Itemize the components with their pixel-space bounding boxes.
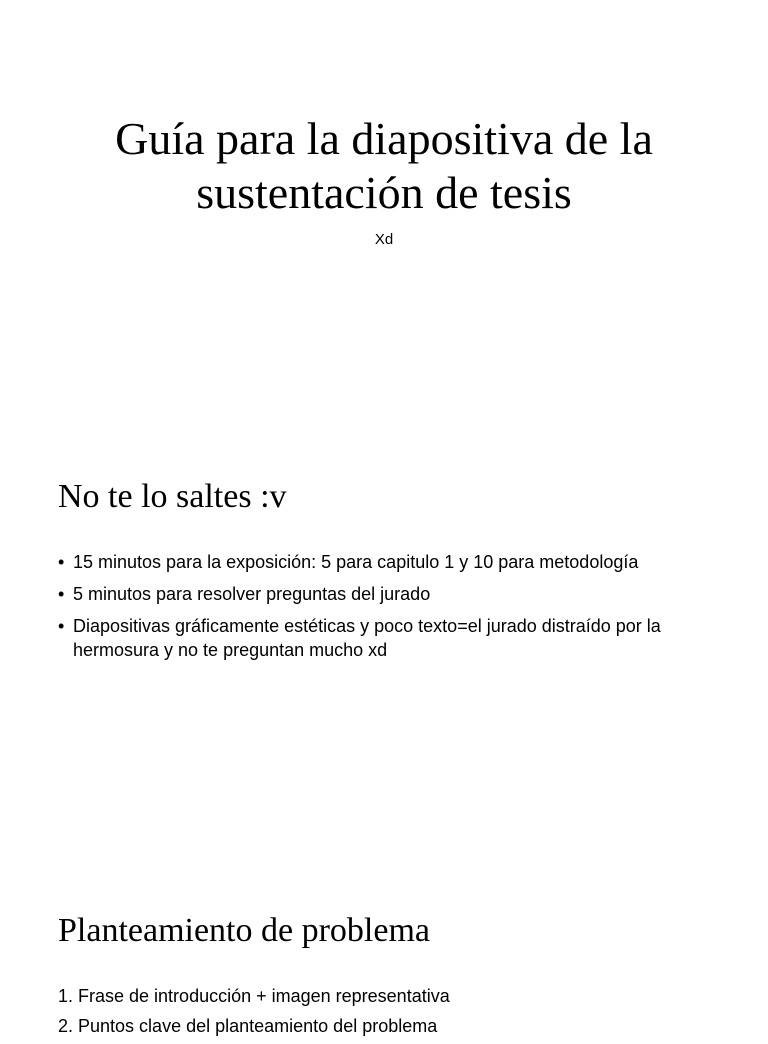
list-item: 2. Puntos clave del planteamiento del problema	[58, 1016, 438, 1036]
list-item	[58, 614, 718, 662]
bullet-icon: •	[58, 616, 65, 636]
list-item-text: 15 minutos para la exposición: 5 para capitulo 1 y 10 para metodología	[73, 552, 639, 572]
presentation-title: Guía para la diapositiva de la sustentación de tesis	[115, 113, 653, 218]
list-item: 1. Frase de introducción + imagen representativa	[58, 986, 450, 1006]
presentation-subtitle: Xd	[374, 231, 394, 248]
numbered-list	[58, 984, 718, 1044]
slide-planteamiento	[0, 860, 768, 1036]
slide-title	[0, 0, 768, 430]
list-item-text: Diapositivas gráficamente estéticas y poco texto=el jurado distraído por la hermosura y no te preguntan mucho xd	[73, 616, 661, 660]
slide-heading: No te lo saltes :v	[58, 478, 287, 515]
bullet-icon: •	[58, 584, 65, 604]
slide-heading: Planteamiento de problema	[58, 912, 430, 949]
list-item	[58, 582, 718, 606]
slide-no-te-lo-saltes	[0, 430, 768, 860]
bullet-list	[58, 550, 718, 670]
bullet-icon: •	[58, 552, 65, 572]
list-item-text: 5 minutos para resolver preguntas del jurado	[73, 584, 431, 604]
list-item	[58, 550, 718, 574]
